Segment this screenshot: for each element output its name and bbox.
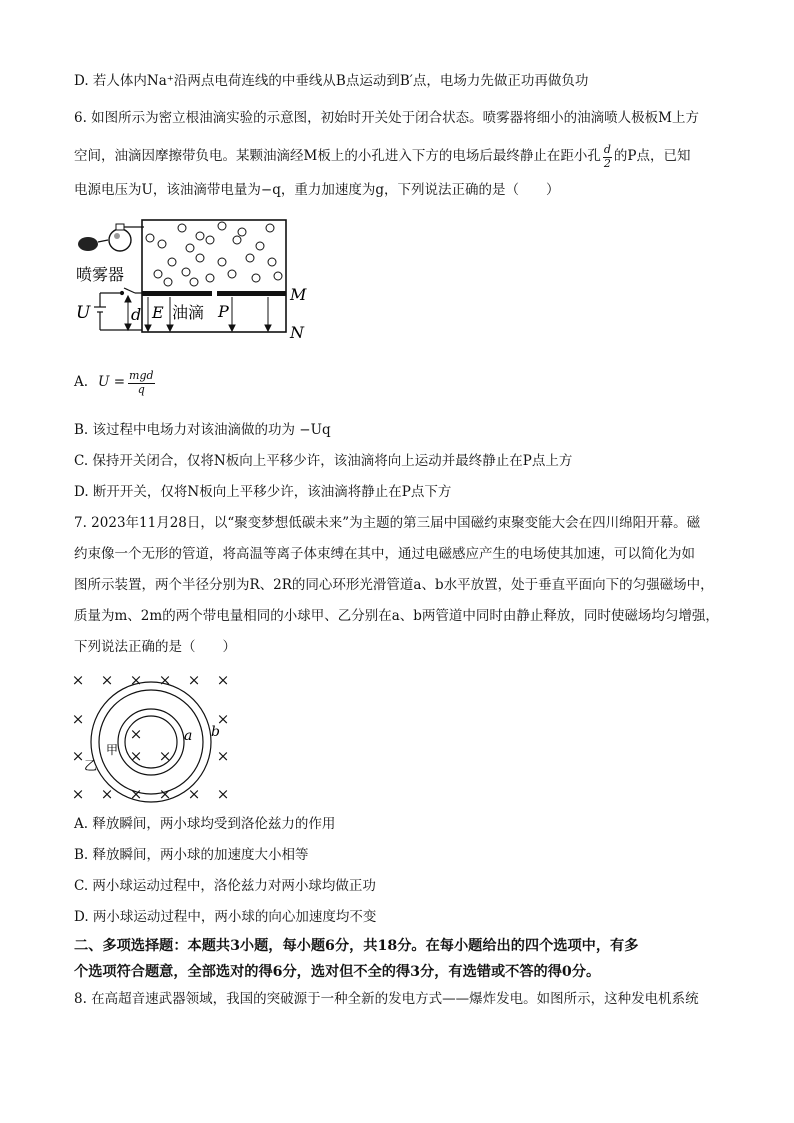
- option-a-prefix: A.: [74, 374, 89, 391]
- oil-drop-label: 油滴: [172, 303, 205, 322]
- magnetic-field-crosses: [72, 671, 230, 803]
- svg-text:×: ×: [100, 785, 114, 803]
- svg-text:×: ×: [158, 671, 172, 689]
- q6-option-d: D. 断开开关，仅将N板向上平移少许，该油滴将静止在P点下方: [74, 484, 452, 500]
- plate-m-label: M: [290, 285, 307, 304]
- q7-option-b: B. 释放瞬间，两小球的加速度大小相等: [74, 847, 309, 863]
- svg-text:×: ×: [129, 671, 143, 689]
- svg-text:×: ×: [216, 710, 230, 728]
- q7-option-d: D. 两小球运动过程中，两小球的向心加速度均不变: [74, 909, 377, 925]
- svg-text:×: ×: [129, 725, 143, 743]
- option-a-lhs: U =: [98, 374, 126, 391]
- option-a-fraction: [128, 370, 155, 396]
- q6-option-c: C. 保持开关闭合，仅将N板向上平移少许，该油滴将向上运动并最终静止在P点上方: [74, 453, 573, 469]
- field-e-label: E: [152, 303, 164, 322]
- ball-jia-label: 甲: [106, 743, 119, 757]
- plate-m-left: [142, 291, 212, 296]
- oil-droplets: [146, 222, 282, 286]
- q8-stem-line1: 8. 在高超音速武器领域，我国的突破源于一种全新的发电方式——爆炸发电。如图所示，这种发电机系统: [74, 991, 699, 1007]
- fraction-denominator: 2: [603, 156, 611, 170]
- svg-text:×: ×: [129, 747, 143, 765]
- q6-stem-line1: 6. 如图所示为密立根油滴实验的示意图，初始时开关处于闭合状态。喷雾器将细小的油滴喷人极板M上方: [74, 110, 699, 126]
- q6-option-b: B. 该过程中电场力对该油滴做的功为 −Uq: [74, 422, 331, 438]
- q6-stem-line2-b: 的P点，已知: [613, 148, 691, 165]
- svg-text:×: ×: [187, 671, 201, 689]
- q6-stem-line3: 电源电压为U，该油滴带电量为−q，重力加速度为g，下列说法正确的是（ ）: [74, 182, 560, 198]
- fraction-numerator: mgd: [129, 368, 154, 382]
- q7-option-c: C. 两小球运动过程中，洛伦兹力对两小球均做正功: [74, 878, 376, 894]
- q6-oil-drop-diagram: [72, 218, 322, 346]
- sprayer-label: 喷雾器: [76, 265, 125, 284]
- q7-option-a: A. 释放瞬间，两小球均受到洛伦兹力的作用: [74, 816, 336, 832]
- svg-text:×: ×: [71, 747, 85, 765]
- q5-option-d: D. 若人体内Na⁺沿两点电荷连线的中垂线从B点运动到B′点，电场力先做正功再做负功: [74, 73, 589, 89]
- q6-stem-line2: [74, 139, 690, 175]
- svg-text:×: ×: [158, 785, 172, 803]
- field-arrows: [145, 297, 271, 331]
- section2-heading-line2: 个选项符合题意，全部选对的得6分，选对但不全的得3分，有选错或不答的得0分。: [74, 964, 601, 980]
- q7-stem-line5: 下列说法正确的是（ ）: [74, 639, 236, 655]
- svg-text:×: ×: [158, 747, 172, 765]
- q7-stem-line4: 质量为m、2m的两个带电量相同的小球甲、乙分别在a、b两管道中同时由静止释放，同时使磁场均匀增强，: [74, 608, 719, 624]
- svg-text:×: ×: [71, 671, 85, 689]
- q6-stem-line2-a: 空间，油滴因摩擦带负电。某颗油滴经M板上的小孔进入下方的电场后最终静止在距小孔: [74, 148, 601, 165]
- svg-text:×: ×: [100, 671, 114, 689]
- q7-stem-line1: 7. 2023年11月28日，以“聚变梦想低碳未来”为主题的第三届中国磁约束聚变能大会在四川绵阳开幕。磁: [74, 515, 701, 531]
- fraction-numerator: d: [603, 142, 611, 156]
- fraction-denominator: q: [137, 382, 145, 396]
- plate-m-right: [217, 291, 286, 296]
- ball-yi-label: 乙: [84, 759, 98, 774]
- q7-stem-line3: 图所示装置，两个半径分别为R、2R的同心环形光滑管道a、b水平放置，处于垂直平面向下的匀强磁场中，: [74, 577, 714, 593]
- point-p-label: P: [218, 302, 229, 321]
- svg-text:×: ×: [187, 785, 201, 803]
- ring-tubes: [91, 682, 211, 802]
- svg-text:×: ×: [129, 785, 143, 803]
- section2-heading-line1: 二、多项选择题：本题共3小题，每小题6分，共18分。在每小题给出的四个选项中，有多: [74, 938, 639, 954]
- svg-text:×: ×: [216, 785, 230, 803]
- q7-ring-diagram: [66, 668, 242, 804]
- svg-text:×: ×: [216, 747, 230, 765]
- svg-text:×: ×: [71, 785, 85, 803]
- plate-n-label: N: [290, 323, 304, 342]
- q6-option-a: [74, 362, 155, 404]
- ring-b-label: b: [211, 724, 220, 740]
- svg-text:×: ×: [71, 710, 85, 728]
- sprayer-icon: [78, 224, 144, 251]
- q7-stem-line2: 约束像一个无形的管道，将高温等离子体束缚在其中，通过电磁感应产生的电场使其加速，可以简化为如: [74, 546, 695, 562]
- svg-text:×: ×: [216, 671, 230, 689]
- q6-fraction-d-over-2: [603, 144, 612, 170]
- voltage-u-label: U: [76, 303, 91, 323]
- ring-a-label: a: [184, 728, 193, 744]
- distance-d-label: d: [131, 305, 142, 324]
